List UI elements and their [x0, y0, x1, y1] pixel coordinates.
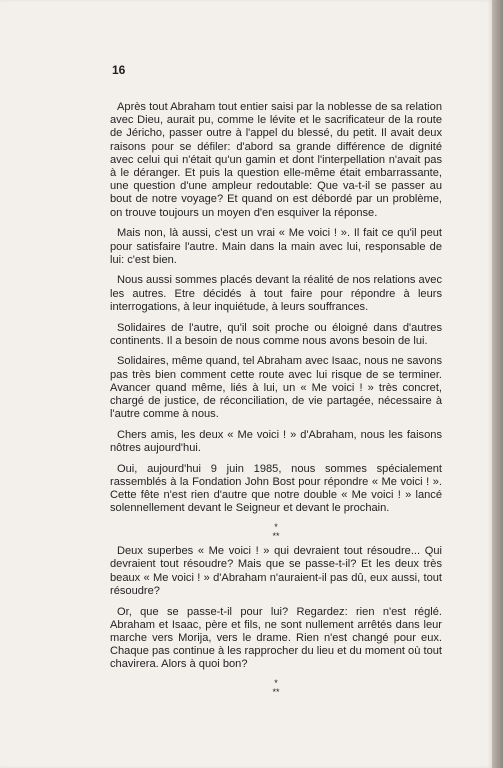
separator-star-top: * [274, 522, 278, 533]
paragraph: Après tout Abraham tout entier saisi par la noblesse de sa relation avec Dieu, aurait pu, comme le lévite et le sacrificateur de la route de Jéricho, passer outre à l'appel du blessé, du petit. Il avait deux raisons pour se défiler: d'abord sa grande différence de dignité avec celui qui n'était qu'un gamin et dont l'interpellation n'avait pas à le déranger. Et puis la question elle-même était embarrassante, une question d'une ampleur redoutable: Que va-t-il se passer au bout de notre voyage? Et quand on est débordé par un problème, on trouve toujours un moyen d'en esquiver la réponse. [110, 101, 442, 219]
paragraph: Or, que se passe-t-il pour lui? Regardez: rien n'est réglé. Abraham et Isaac, père et fils, ne sont nullement arrêtés dans leur marche vers Morija, vers le drame. Rien n'est changé pour eux. Chaque pas continue à les rapprocher du lieu et du moment où tout chavirera. Alors à quoi bon? [110, 605, 442, 671]
page-number: 16 [112, 63, 126, 77]
paragraph: Solidaires, même quand, tel Abraham avec Isaac, nous ne savons pas très bien comment cette route avec lui risque de se terminer. Avancer quand même, liés à lui, un « Me voici ! » très concret, chargé de justice, de réconciliation, de vie partagée, nécessaire à l'autre comme à nous. [110, 355, 442, 421]
paragraph: Deux superbes « Me voici ! » qui devraient tout résoudre... Qui devraient tout résoudre? Mais que se passe-t-il? Et les deux très beaux « Me voici ! » d'Abraham n'auraient-il pas dû, eux aussi, tout résoudre? [110, 545, 442, 597]
page-edge [492, 0, 503, 768]
section-separator [110, 679, 442, 697]
paragraph: Chers amis, les deux « Me voici ! » d'Abraham, nous les faisons nôtres aujourd'hui. [110, 428, 442, 455]
paragraph: Mais non, là aussi, c'est un vrai « Me voici ! ». Il fait ce qu'il peut pour satisfaire l'autre. Main dans la main avec lui, responsable de lui: c'est bien. [110, 227, 442, 266]
paragraph: Oui, aujourd'hui 9 juin 1985, nous sommes spécialement rassemblés à la Fondation John Bost pour répondre « Me voici ! ». Cette fête n'est rien d'autre que notre double « Me voici ! » lancé solennellement devant le Seigneur et devant le prochain. [110, 462, 442, 515]
separator-star-top: * [274, 678, 278, 689]
section-separator [110, 523, 442, 541]
paragraph: Nous aussi sommes placés devant la réalité de nos relations avec les autres. Etre décidés à tout faire pour répondre à leurs interrogations, à leur inquiétude, à leurs souffrances. [110, 274, 442, 313]
separator-stars-bottom: ** [272, 687, 280, 698]
body-text [110, 101, 442, 701]
separator-stars-bottom: ** [272, 531, 280, 542]
paragraph: Solidaires de l'autre, qu'il soit proche ou éloigné dans d'autres continents. Il a besoin de nous comme nous avons besoin de lui. [110, 321, 442, 347]
